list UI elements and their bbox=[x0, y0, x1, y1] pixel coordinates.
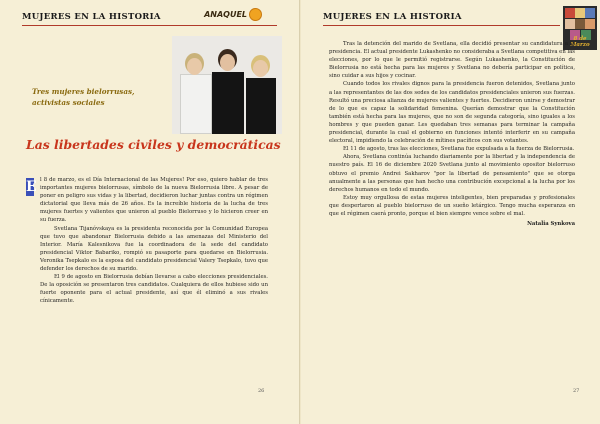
dropcap: E bbox=[26, 179, 37, 195]
paragraph: Estoy muy orgullosa de estas mujeres inteligentes, bien preparadas y profesionales que despertaron al pueblo bielorruso de un sueño letárgico. Tengo mucha esperanza en que el régimen caerá pronto, porque el bien siempre vence sobre el mal. bbox=[329, 194, 575, 217]
magazine-logo: ANAQUEL bbox=[204, 10, 247, 19]
right-header bbox=[323, 12, 560, 26]
header-rule bbox=[22, 25, 277, 26]
left-header bbox=[22, 12, 277, 26]
three-women-photo bbox=[172, 36, 282, 134]
right-page bbox=[300, 0, 600, 424]
paragraph: Tras la detención del marido de Svetlana, ella decidió presentar su candidatura a la presidencia. El actual presidente Lukashenko no consideraba a Svetlana competitiva en las elecciones, por lo que le permitió registrarse. Según Lukashenko, la Constitución de Bielorrusia no está hecha para las mujeres y Svetlana no debería participar en política, sino cuidar a sus hijos y cocinar. bbox=[329, 41, 575, 80]
sun-logo-icon bbox=[250, 9, 261, 20]
paragraph: Svetlana Tijanóvskaya es la presidenta reconocida por la Comunidad Europea que tuvo que abandonar Bielorrusia debido a las amenazas del Ministerio del Interior. María Kalesnikova fue la coordinadora de la sede del candidato presidencial Viktor Babariko, rompió su pasaporte para quedarse en Bielorrusia. Veronika Tsepkalo es la esposa del candidato presidencial Valery Tsepkalo, tuvo que defender los derechos de su marido. bbox=[40, 225, 268, 273]
badge-text: 8 de Marzo bbox=[570, 36, 590, 48]
right-header-title: MUJERES EN LA HISTORIA bbox=[323, 12, 462, 22]
paragraph: Ahora, Svetlana continúa luchando diariamente por la libertad y la independencia de nuestro país. El 16 de diciembre 2020 Svetlana junto al movimiento opositor bielorruso obtuvo el premio Andrei Sakharov "por la libertad de pensamiento" que se otorga anualmente a las personas que han hecho una contribución excepcional a la lucha por los derechos humanos en todo el mundo. bbox=[329, 154, 575, 193]
article-subhead: Tres mujeres bielorrusas, activistas sociales bbox=[32, 87, 135, 107]
header-rule bbox=[323, 25, 560, 26]
right-article-body bbox=[329, 40, 575, 228]
left-page-number: 26 bbox=[258, 388, 265, 394]
woman-left-figure bbox=[178, 52, 212, 134]
paragraph: El 9 de agosto en Bielorrusia debían llevarse a cabo elecciones presidenciales. De la oposición se presentaron tres candidatos. Cualquiera de ellos hubiese sido un fuerte oponente para el actual presidente, así que él eliminó a sus rivales cínicamente. bbox=[40, 274, 268, 305]
article-headline: Las libertades civiles y democráticas bbox=[26, 137, 281, 152]
woman-right-figure bbox=[244, 54, 278, 134]
author-signature: Natalia Synkova bbox=[527, 221, 575, 228]
woman-center-figure bbox=[210, 48, 246, 134]
left-article-body bbox=[26, 176, 268, 306]
paragraph: El 11 de agosto, tras las elecciones, Svetlana fue expulsada a la fuerza de Bielorrusia. bbox=[343, 146, 575, 153]
right-page-number: 27 bbox=[573, 388, 580, 394]
left-header-title: MUJERES EN LA HISTORIA bbox=[22, 12, 161, 22]
paragraph: Cuando todos los rivales dignos para la presidencia fueron detenidos, Svetlana junto a las representantes de las dos sedes de los candidatos presidenciales unieron sus fuerzas. Resultó una preciosa alianza de mujeres valientes y fuertes. Decidieron unirse y demostrar de lo que es capaz la solidaridad femenina. Querían demostrar que la Constitución también está hecha para las mujeres, que no son de segunda categoría, sino iguales a los hombres y que pueden ganar. Les quedaban tres semanas para terminar la campaña presidencial, durante la cual el gobierno en funciones intentó interferir en su campaña electoral, impidiendo la celebración de mítines pacíficos con sus votantes. bbox=[329, 81, 575, 145]
paragraph: E l 8 de marzo, es el Día Internacional de las Mujeres! Por eso, quiero hablar de tres importantes mujeres bielorrusas, símbolo de la nueva Bielorrusia libre. A pesar de poner en peligro sus vidas y la libertad, decidieron luchar juntas contra un régimen dictatorial que lleva más de 26 años. Es la increíble historia de la lucha de tres mujeres fuertes y valientes que unieron al pueblo Bielorruso y lo hicieron creer en su fuerza. bbox=[26, 177, 268, 224]
